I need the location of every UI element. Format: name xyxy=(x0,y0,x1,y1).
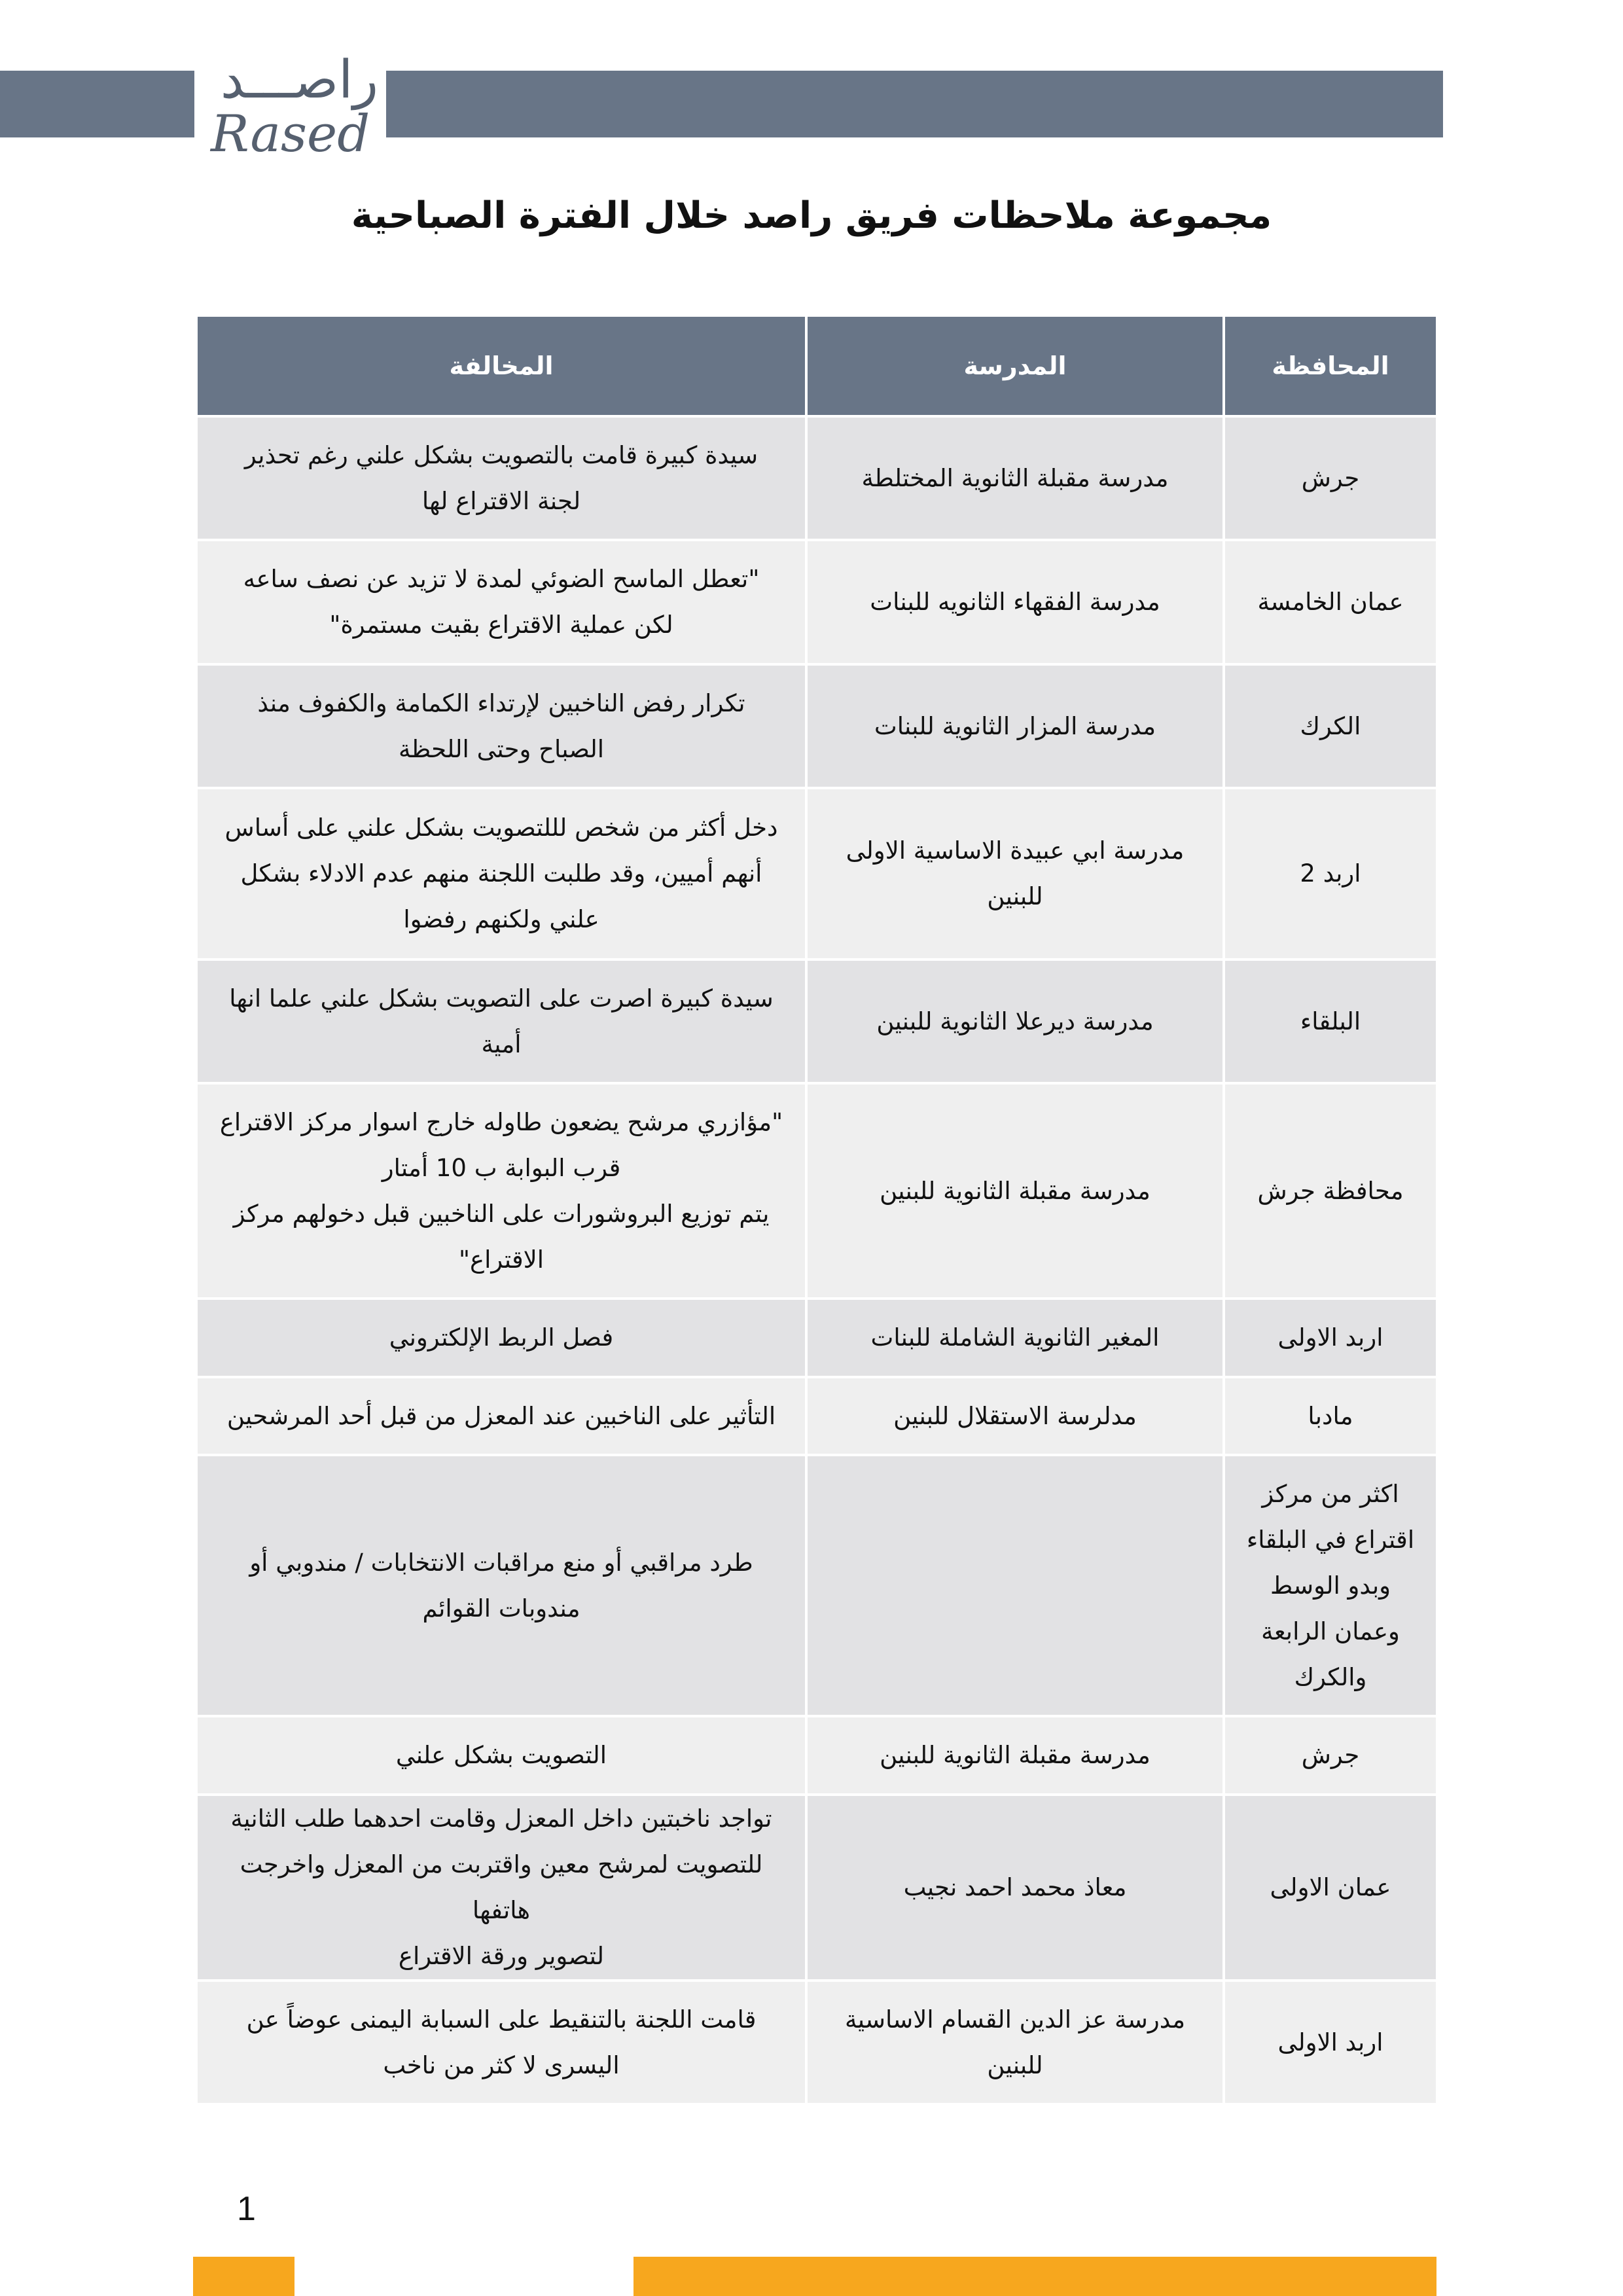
governorate-cell: اربد الاولى xyxy=(1224,1299,1437,1377)
school-cell: مدرسة الفقهاء الثانويه للبنات xyxy=(806,540,1224,664)
rased-logo xyxy=(208,49,378,164)
school-cell: مدرسة ديرعلا الثانوية للبنين xyxy=(806,960,1224,1083)
school-cell: مدرسة مقبلة الثانوية للبنين xyxy=(806,1083,1224,1299)
table-row xyxy=(196,540,1437,664)
school-cell: مدرسة مقبلة الثانوية المختلطة xyxy=(806,416,1224,540)
school-cell xyxy=(806,1455,1224,1716)
column-header-school: المدرسة xyxy=(806,315,1224,416)
violation-cell: "مؤازري مرشح يضعون طاوله خارج اسوار مركز الاقتراع قرب البوابة ب 10 أمتار يتم توزيع البروشورات على الناخبين قبل دخولهم مركز الاقتراع" xyxy=(196,1083,806,1299)
table-row xyxy=(196,1083,1437,1299)
table-row xyxy=(196,1795,1437,1981)
violation-cell: التصويت بشكل علني xyxy=(196,1716,806,1795)
table-row xyxy=(196,1377,1437,1455)
table-row xyxy=(196,1455,1437,1716)
school-cell: مدلرسة الاستقلال للبنين xyxy=(806,1377,1224,1455)
footer-bar-right xyxy=(633,2257,1436,2296)
footer-bar-left xyxy=(193,2257,294,2296)
column-header-governorate: المحافظة xyxy=(1224,315,1437,416)
violation-cell: فصل الربط الإلكتروني xyxy=(196,1299,806,1377)
column-header-violation: المخالفة xyxy=(196,315,806,416)
logo-arabic-text: راصـــد xyxy=(220,49,378,110)
observations-table xyxy=(195,314,1438,2106)
table-row xyxy=(196,788,1437,960)
table-row xyxy=(196,1299,1437,1377)
school-cell: مدرسة ابي عبيدة الاساسية الاولى للبنين xyxy=(806,788,1224,960)
governorate-cell: عمان الاولى xyxy=(1224,1795,1437,1981)
table-header-row xyxy=(196,315,1437,416)
violation-cell: قامت اللجنة بالتنقيط على السبابة اليمنى عوضاً عن اليسرى لا كثر من ناخب xyxy=(196,1981,806,2104)
school-cell: مدرسة مقبلة الثانوية للبنين xyxy=(806,1716,1224,1795)
violation-cell: التأثير على الناخبين عند المعزل من قبل أحد المرشحين xyxy=(196,1377,806,1455)
table-row xyxy=(196,1716,1437,1795)
page-title: مجموعة ملاحظات فريق راصد خلال الفترة الصباحية xyxy=(351,194,1272,237)
school-cell: مدرسة المزار الثانوية للبنات xyxy=(806,664,1224,788)
table-row xyxy=(196,960,1437,1083)
table-row xyxy=(196,416,1437,540)
violation-cell: تواجد ناخبتين داخل المعزل وقامت احدهما طلب الثانية للتصويت لمرشح معين واقتربت من المعزل واخرجت هاتفها لتصوير ورقة الاقتراع xyxy=(196,1795,806,1981)
violation-cell: "تعطل الماسح الضوئي لمدة لا تزيد عن نصف ساعه لكن عملية الاقتراع بقيت مستمرة" xyxy=(196,540,806,664)
header-bar-right xyxy=(386,71,1443,137)
governorate-cell: اربد الاولى xyxy=(1224,1981,1437,2104)
governorate-cell: اكثر من مركز اقتراع في البلقاء وبدو الوسط وعمان الرابعة والكرك xyxy=(1224,1455,1437,1716)
school-cell: المغير الثانوية الشاملة للبنات xyxy=(806,1299,1224,1377)
header-bar-left xyxy=(0,71,194,137)
governorate-cell: الكرك xyxy=(1224,664,1437,788)
violation-cell: دخل أكثر من شخص لللتصويت بشكل علني على أساس أنهم أميين، وقد طلبت اللجنة منهم عدم الادلاء بشكل علني ولكنهم رفضوا xyxy=(196,788,806,960)
school-cell: معاذ محمد احمد نجيب xyxy=(806,1795,1224,1981)
governorate-cell: محافظة جرش xyxy=(1224,1083,1437,1299)
logo-english-text: Rased xyxy=(211,105,370,164)
violation-cell: سيدة كبيرة قامت بالتصويت بشكل علني رغم تحذير لجنة الاقتراع لها xyxy=(196,416,806,540)
violation-cell: طرد مراقبي أو منع مراقبات الانتخابات / مندوبي أو مندوبات القوائم xyxy=(196,1455,806,1716)
table-row xyxy=(196,664,1437,788)
table-row xyxy=(196,1981,1437,2104)
violation-cell: تكرار رفض الناخبين لإرتداء الكمامة والكفوف منذ الصباح وحتى اللحظة xyxy=(196,664,806,788)
governorate-cell: جرش xyxy=(1224,416,1437,540)
governorate-cell: مادبا xyxy=(1224,1377,1437,1455)
page-number: 1 xyxy=(237,2190,256,2228)
governorate-cell: البلقاء xyxy=(1224,960,1437,1083)
governorate-cell: جرش xyxy=(1224,1716,1437,1795)
school-cell: مدرسة عز الدين القسام الاساسية للبنين xyxy=(806,1981,1224,2104)
governorate-cell: اربد 2 xyxy=(1224,788,1437,960)
violation-cell: سيدة كبيرة اصرت على التصويت بشكل علني علما انها أمية xyxy=(196,960,806,1083)
governorate-cell: عمان الخامسة xyxy=(1224,540,1437,664)
